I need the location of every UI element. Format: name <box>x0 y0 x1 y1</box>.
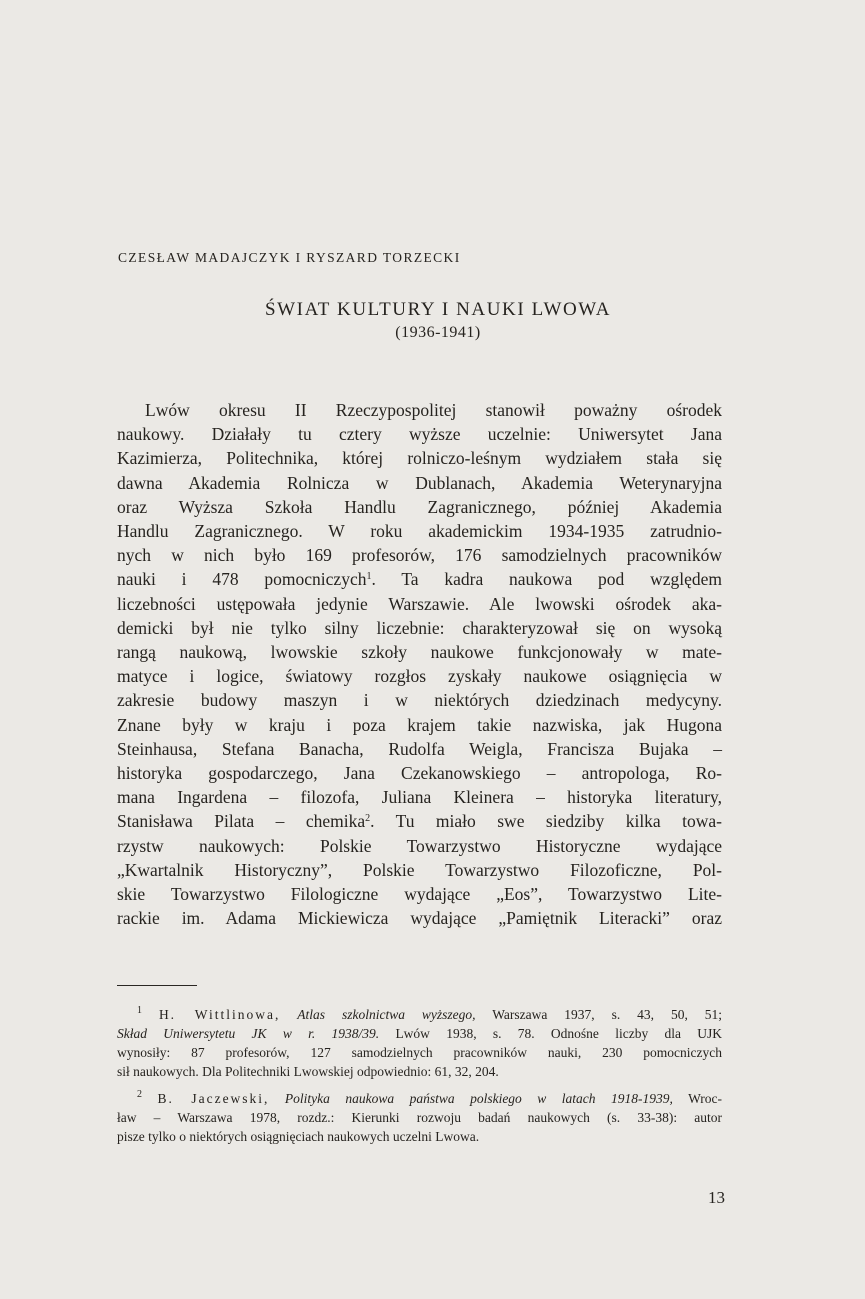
footnote-divider <box>117 985 197 986</box>
text-segment: . Ta kadra naukowa pod względem <box>371 569 722 590</box>
text-line: oraz Wyższa Szkoła Handlu Zagranicznego, później Akademia <box>117 496 722 517</box>
footnote-mark: 2 <box>137 1089 142 1100</box>
authors-line: CZESŁAW MADAJCZYK I RYSZARD TORZECKI <box>118 250 461 265</box>
chapter-dates: (1936-1941) <box>395 324 481 341</box>
footnote-1-line: wynosiły: 87 profesorów, 127 samodzielnych pracowników nauki, 230 pomocniczych <box>117 1045 722 1060</box>
text-segment: Stanisława Pilata – chemika <box>117 811 366 832</box>
text-line: rzystw naukowych: Polskie Towarzystwo Historyczne wydające <box>117 835 722 856</box>
footnote-text: Wroc- <box>688 1091 723 1106</box>
text-line: mana Ingardena – filozofa, Juliana Kleinera – historyka literatury, <box>117 787 722 808</box>
text-line: Handlu Zagranicznego. W roku akademickim 1934-1935 zatrudnio- <box>117 521 722 542</box>
footnote-1-line: sił naukowych. Dla Politechniki Lwowskiej odpowiednio: 61, 32, 204. <box>117 1064 499 1079</box>
footnote-mark: 1 <box>137 1005 142 1016</box>
text-line: rangą naukową, lwowskie szkoły naukowe funkcjonowały w mate- <box>117 642 722 663</box>
footnote-ref[interactable]: 1 <box>366 571 372 583</box>
text-line <box>117 567 722 591</box>
text-line: matyce i logice, światowy rozgłos zyskały naukowe osiągnięcia w <box>117 666 722 687</box>
footnote-1-line <box>117 1005 722 1024</box>
footnote-2-line: ław – Warszawa 1978, rozdz.: Kierunki rozwoju badań naukowych (s. 33-38): autor <box>117 1110 722 1125</box>
text-line: zakresie budowy maszyn i w niektórych dziedzinach medycyny. <box>117 690 722 711</box>
text-line: historyka gospodarczego, Jana Czekanowskiego – antropologa, Ro- <box>117 763 722 784</box>
main-text <box>117 398 722 930</box>
text-line <box>117 809 722 833</box>
text-segment: . Tu miało swe siedziby kilka towa- <box>370 811 723 832</box>
footnote-text: Warszawa 1937, s. 43, 50, 51; <box>492 1007 723 1022</box>
text-line: nych w nich było 169 profesorów, 176 samodzielnych pracowników <box>117 545 722 566</box>
text-segment: nauki i 478 pomocniczych <box>117 569 367 590</box>
text-line: demicki był nie tylko silny liczebnie: charakteryzował się on wysoką <box>117 617 722 638</box>
text-line: liczebności ustępowała jedynie Warszawie. Ale lwowski ośrodek aka- <box>117 593 722 614</box>
text-line: Steinhausa, Stefana Banacha, Rudolfa Weigla, Francisza Bujaka – <box>117 738 722 759</box>
footnotes <box>117 1005 722 1146</box>
text-line: Kazimierza, Politechnika, której rolniczo-leśnym wydziałem stała się <box>117 448 722 469</box>
footnote-author: B. Jaczewski, <box>157 1091 270 1106</box>
footnote-text: Lwów 1938, s. 78. Odnośne liczby dla UJK <box>395 1026 722 1041</box>
footnote-1-line <box>117 1024 722 1043</box>
footnote-author: H. Wittlinowa, <box>158 1007 281 1022</box>
footnote-2-line: pisze tylko o niektórych osiągnięciach naukowych uczelni Lwowa. <box>117 1129 480 1144</box>
footnote-work-title: Skład Uniwersytetu JK w r. 1938/39. <box>117 1026 380 1041</box>
text-line: dawna Akademia Rolnicza w Dublanach, Akademia Weterynaryjna <box>117 472 722 493</box>
text-line: naukowy. Działały tu cztery wyższe uczelnie: Uniwersytet Jana <box>117 424 722 445</box>
chapter-title: ŚWIAT KULTURY I NAUKI LWOWA <box>264 299 612 320</box>
text-line: „Kwartalnik Historyczny”, Polskie Towarzystwo Filozoficzne, Pol- <box>117 859 722 880</box>
text-line: skie Towarzystwo Filologiczne wydające „Eos”, Towarzystwo Lite- <box>117 884 722 905</box>
page-number: 13 <box>708 1188 725 1207</box>
footnote-work-title: Atlas szkolnictwa wyższego, <box>297 1007 476 1022</box>
footnote-2-line <box>117 1089 722 1108</box>
text-line: rackie im. Adama Mickiewicza wydające „Pamiętnik Literacki” oraz <box>117 908 722 929</box>
text-line: Lwów okresu II Rzeczypospolitej stanowił poważny ośrodek <box>145 400 722 420</box>
text-line: Znane były w kraju i poza krajem takie nazwiska, jak Hugona <box>117 714 722 735</box>
footnote-ref[interactable]: 2 <box>365 813 371 825</box>
footnote-work-title: Polityka naukowa państwa polskiego w latach 1918-1939, <box>284 1091 673 1106</box>
